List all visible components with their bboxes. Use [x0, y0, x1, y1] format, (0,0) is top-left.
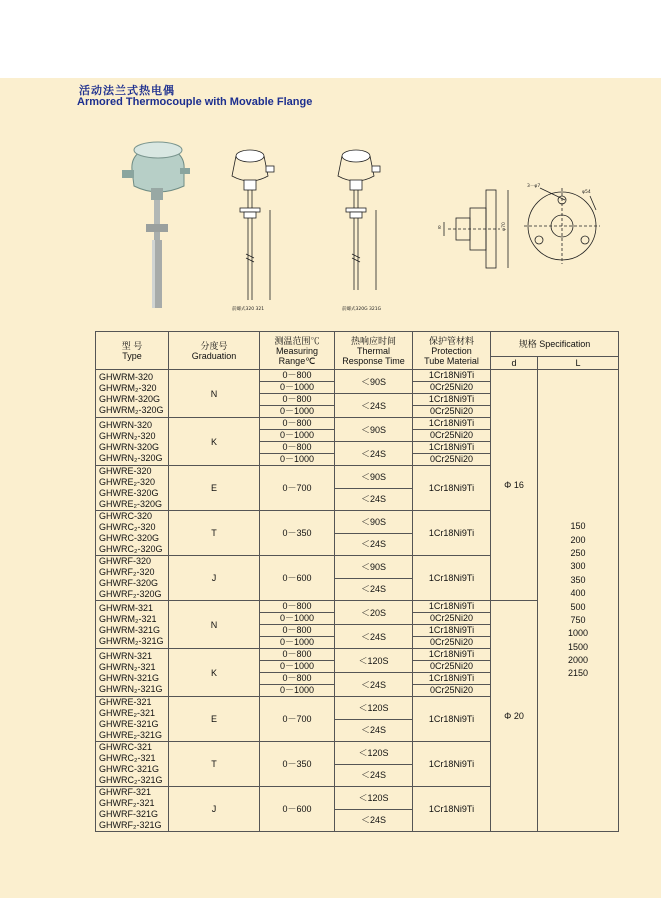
model-type: GHWRN-321	[99, 650, 153, 661]
range-value: 0－1000	[279, 406, 315, 416]
model-type: GHWRE₂-321G	[99, 730, 163, 740]
response-time-cell: ＜90S	[335, 418, 413, 442]
flange-front-view	[524, 188, 600, 264]
flange-thickness-label: 8	[438, 226, 441, 231]
material-value: 1Cr18Ni9Ti	[413, 673, 490, 685]
response-time-cell: ＜24S	[335, 809, 413, 832]
range-cell	[260, 370, 335, 394]
material-cell	[413, 673, 491, 697]
graduation-cell: T	[169, 511, 260, 556]
range-value: 0－800	[260, 649, 334, 661]
model-type: GHWRM₂-321	[99, 613, 157, 624]
response-time-cell: ＜20S	[335, 601, 413, 625]
response-time-cell: ＜24S	[335, 673, 413, 697]
range-value: 0－1000	[279, 613, 315, 623]
material-cell	[413, 649, 491, 673]
spec-length-value: 2000	[567, 655, 589, 666]
model-type: GHWRN₂-320	[99, 430, 156, 441]
header-type: 型 号 Type	[96, 332, 169, 370]
range-cell: 0－350	[260, 742, 335, 787]
graduation-cell: E	[169, 466, 260, 511]
model-type: GHWRC₂-321	[99, 753, 156, 763]
response-time-cell: ＜24S	[335, 719, 413, 742]
product-drawings	[0, 0, 661, 330]
range-value: 0－800	[260, 442, 334, 454]
spec-d-cell: Φ 16	[491, 370, 538, 601]
model-type-cell	[96, 601, 169, 649]
spec-length-value: 250	[570, 547, 586, 558]
material-cell	[413, 370, 491, 394]
model-type: GHWRE-321	[99, 697, 152, 707]
material-value: 1Cr18Ni9Ti	[413, 418, 490, 430]
material-value: 0Cr25Ni20	[429, 454, 474, 464]
range-cell	[260, 649, 335, 673]
graduation-cell: N	[169, 601, 260, 649]
thermocouple-photo	[122, 142, 190, 308]
range-value: 0－800	[260, 601, 334, 613]
spec-length-value: 500	[570, 601, 586, 612]
range-cell	[260, 625, 335, 649]
range-value: 0－800	[260, 418, 334, 430]
material-cell: 1Cr18Ni9Ti	[413, 466, 491, 511]
model-type-cell	[96, 511, 169, 556]
table-row	[96, 370, 619, 394]
response-time-cell: ＜120S	[335, 787, 413, 810]
model-type: GHWRF-320G	[99, 578, 159, 588]
specification-table	[95, 331, 619, 832]
range-cell	[260, 394, 335, 418]
model-type-cell	[96, 649, 169, 697]
graduation-cell: N	[169, 370, 260, 418]
range-value: 0－1000	[279, 637, 315, 647]
spec-d-cell: Φ 20	[491, 601, 538, 832]
spec-length-value: 2150	[567, 668, 589, 679]
range-cell	[260, 442, 335, 466]
model-type-cell	[96, 418, 169, 466]
model-type: GHWRC-321	[99, 742, 153, 752]
model-type-cell	[96, 697, 169, 742]
material-value: 0Cr25Ni20	[429, 613, 474, 623]
spec-length-value: 150	[570, 521, 586, 532]
response-time-cell: ＜90S	[335, 556, 413, 579]
range-value: 0－1000	[279, 685, 315, 695]
range-value: 0－1000	[279, 454, 315, 464]
material-value: 1Cr18Ni9Ti	[413, 442, 490, 454]
response-time-cell: ＜90S	[335, 466, 413, 489]
response-time-cell: ＜24S	[335, 578, 413, 601]
header-tube-material: 保护管材料 Protection Tube Material	[413, 332, 491, 370]
range-cell	[260, 601, 335, 625]
model-type: GHWRF-321	[99, 787, 152, 797]
spec-l-cell	[538, 370, 619, 832]
range-cell	[260, 673, 335, 697]
header-spec-l: L	[538, 357, 619, 370]
spec-length-value: 350	[570, 574, 586, 585]
model-type: GHWRM₂-320	[99, 382, 157, 393]
drawing-caption-320: 前螺式320 321	[232, 307, 265, 312]
dimension-drawing-320g	[338, 150, 380, 290]
material-cell	[413, 625, 491, 649]
header-response-time: 热响应时间 Thermal Response Time	[335, 332, 413, 370]
spec-length-value: 200	[570, 534, 586, 545]
spec-length-value: 400	[570, 588, 586, 599]
range-value: 0－1000	[279, 661, 315, 671]
model-type-cell	[96, 787, 169, 832]
response-time-cell: ＜120S	[335, 742, 413, 765]
response-time-cell: ＜24S	[335, 394, 413, 418]
material-cell: 1Cr18Ni9Ti	[413, 556, 491, 601]
material-cell: 1Cr18Ni9Ti	[413, 787, 491, 832]
response-time-cell: ＜90S	[335, 370, 413, 394]
material-value: 1Cr18Ni9Ti	[413, 601, 490, 613]
range-cell: 0－700	[260, 466, 335, 511]
range-value: 0－800	[260, 625, 334, 637]
range-cell: 0－600	[260, 787, 335, 832]
response-time-cell: ＜24S	[335, 533, 413, 556]
graduation-cell: T	[169, 742, 260, 787]
model-type: GHWRE₂-320	[99, 477, 156, 487]
range-cell: 0－700	[260, 697, 335, 742]
graduation-cell: K	[169, 649, 260, 697]
flange-side-view	[444, 190, 508, 268]
model-type: GHWRM-320G	[99, 393, 161, 404]
response-time-cell: ＜24S	[335, 488, 413, 511]
material-value: 1Cr18Ni9Ti	[413, 649, 490, 661]
response-time-cell: ＜90S	[335, 511, 413, 534]
model-type: GHWRE-320G	[99, 488, 159, 498]
range-value: 0－800	[260, 673, 334, 685]
model-type: GHWRN-320G	[99, 441, 160, 452]
drawing-caption-320g: 前螺式320G 321G	[342, 307, 382, 312]
response-time-cell: ＜120S	[335, 649, 413, 673]
model-type: GHWRF-320	[99, 556, 152, 566]
model-type: GHWRN-321G	[99, 672, 160, 683]
spec-length-value: 1000	[567, 628, 589, 639]
model-type: GHWRM-321G	[99, 624, 161, 635]
dimension-drawing-320	[232, 150, 274, 300]
response-time-cell: ＜24S	[335, 442, 413, 466]
range-cell: 0－600	[260, 556, 335, 601]
model-type: GHWRC₂-320	[99, 522, 156, 532]
material-cell	[413, 394, 491, 418]
graduation-cell: K	[169, 418, 260, 466]
material-value: 0Cr25Ni20	[429, 406, 474, 416]
flange-hole-label: 3－φ7	[527, 184, 541, 189]
flange-diameter-label: φ70	[501, 222, 507, 231]
model-type: GHWRM₂-321G	[99, 635, 164, 646]
range-value: 0－1000	[279, 430, 315, 440]
range-cell	[260, 418, 335, 442]
header-spec-d: d	[491, 357, 538, 370]
model-type: GHWRE-320	[99, 466, 152, 476]
graduation-cell: E	[169, 697, 260, 742]
graduation-cell: J	[169, 556, 260, 601]
response-time-cell: ＜24S	[335, 764, 413, 787]
response-time-cell: ＜120S	[335, 697, 413, 720]
model-type: GHWRM-320	[99, 371, 154, 382]
header-specification: 规格 Specification	[491, 332, 619, 357]
material-value: 1Cr18Ni9Ti	[413, 394, 490, 406]
range-value: 0－1000	[279, 382, 315, 392]
model-type: GHWRC₂-321G	[99, 775, 163, 785]
spec-length-value: 1500	[567, 641, 589, 652]
spec-length-value: 300	[570, 561, 586, 572]
material-value: 0Cr25Ni20	[429, 637, 474, 647]
model-type: GHWRM-321	[99, 602, 154, 613]
model-type: GHWRN₂-321	[99, 661, 156, 672]
model-type: GHWRN₂-321G	[99, 683, 163, 694]
material-cell	[413, 418, 491, 442]
model-type: GHWRF-321G	[99, 809, 159, 819]
page-title-english: Armored Thermocouple with Movable Flange	[77, 96, 313, 108]
model-type: GHWRF₂-320	[99, 567, 155, 577]
model-type-cell	[96, 370, 169, 418]
spec-length-value: 750	[570, 614, 586, 625]
material-value: 0Cr25Ni20	[429, 430, 474, 440]
model-type: GHWRF₂-321	[99, 798, 155, 808]
model-type: GHWRE₂-320G	[99, 499, 163, 509]
model-type-cell	[96, 742, 169, 787]
model-type-cell	[96, 466, 169, 511]
material-cell: 1Cr18Ni9Ti	[413, 697, 491, 742]
header-range: 测温范围℃ Measuring Range℃	[260, 332, 335, 370]
model-type: GHWRE₂-321	[99, 708, 156, 718]
model-type: GHWRC-320	[99, 511, 153, 521]
material-value: 1Cr18Ni9Ti	[413, 625, 490, 637]
model-type: GHWRC-321G	[99, 764, 160, 774]
material-value: 1Cr18Ni9Ti	[413, 370, 490, 382]
model-type-cell	[96, 556, 169, 601]
model-type: GHWRE-321G	[99, 719, 159, 729]
model-type: GHWRM₂-320G	[99, 404, 164, 415]
model-type: GHWRC-320G	[99, 533, 160, 543]
model-type: GHWRN-320	[99, 419, 153, 430]
graduation-cell: J	[169, 787, 260, 832]
material-cell	[413, 442, 491, 466]
response-time-cell: ＜24S	[335, 625, 413, 649]
range-value: 0－800	[260, 394, 334, 406]
model-type: GHWRF₂-320G	[99, 589, 162, 599]
material-cell	[413, 601, 491, 625]
material-value: 0Cr25Ni20	[429, 382, 474, 392]
model-type: GHWRF₂-321G	[99, 820, 162, 830]
model-type: GHWRN₂-320G	[99, 452, 163, 463]
material-cell: 1Cr18Ni9Ti	[413, 742, 491, 787]
material-value: 0Cr25Ni20	[429, 685, 474, 695]
material-value: 0Cr25Ni20	[429, 661, 474, 671]
flange-pcd-label: φ54	[582, 190, 591, 195]
range-value: 0－800	[260, 370, 334, 382]
range-cell: 0－350	[260, 511, 335, 556]
material-cell: 1Cr18Ni9Ti	[413, 511, 491, 556]
page-title-chinese: 活动法兰式热电偶	[79, 84, 175, 97]
model-type: GHWRC₂-320G	[99, 544, 163, 554]
header-graduation: 分度号 Graduation	[169, 332, 260, 370]
